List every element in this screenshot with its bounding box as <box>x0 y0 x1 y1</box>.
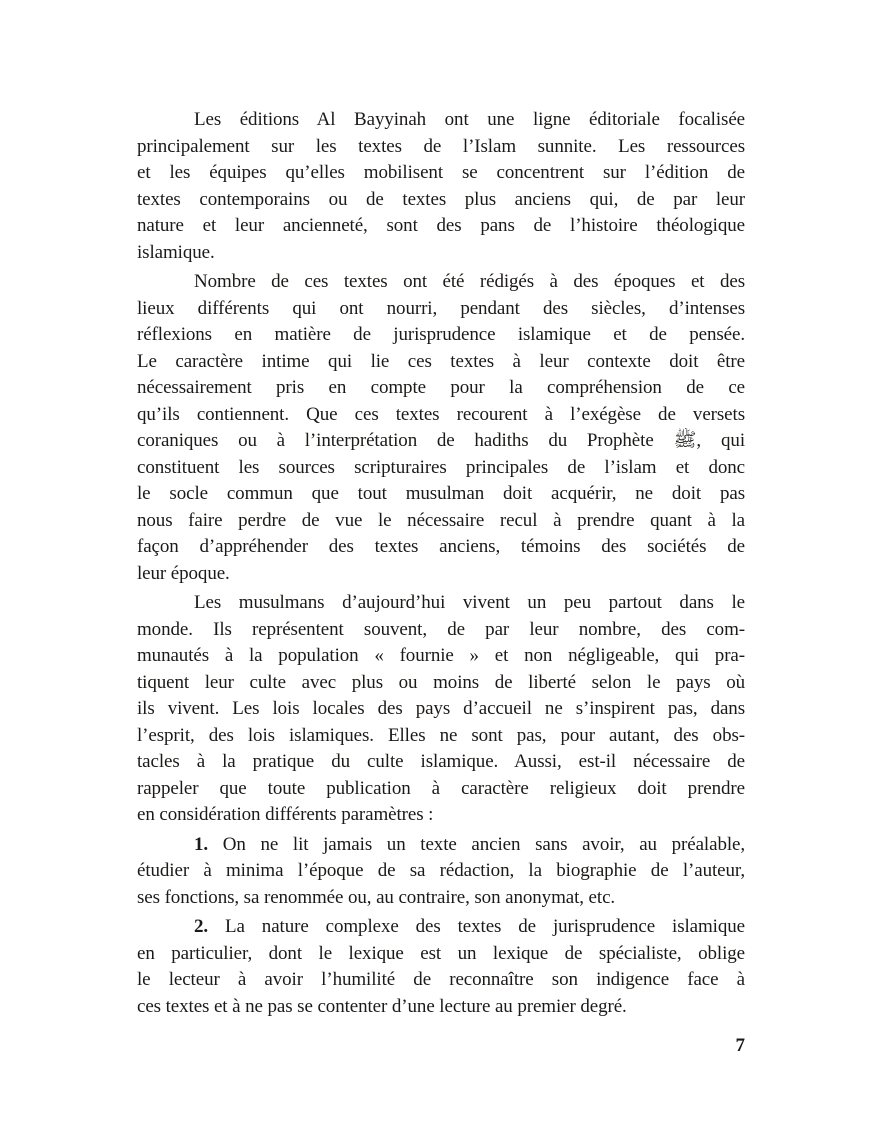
text-line: islamique. <box>137 241 215 263</box>
text-line: Les musulmans d’aujourd’hui vivent un peu partout dans le <box>194 592 745 613</box>
text-line: en considération différents paramètres : <box>137 804 434 825</box>
item-number: 2. <box>194 916 226 937</box>
text-line: nous faire perdre de vue le nécessaire recul à prendre quant à la <box>137 509 745 531</box>
text-line: Le caractère intime qui lie ces textes à leur contexte doit être <box>137 350 745 372</box>
text-line: 1. On ne lit jamais un texte ancien sans avoir, au préalable, <box>194 833 745 855</box>
page-number: 7 <box>735 1035 745 1056</box>
text-line: étudier à minima l’époque de sa rédaction, la biographie de l’auteur, <box>137 860 745 881</box>
text-line: en particulier, dont le lexique est un lexique de spécialiste, oblige <box>137 942 745 964</box>
text-line: réflexions en matière de jurisprudence islamique et de pensée. <box>137 324 745 345</box>
text-line: le socle commun que tout musulman doit acquérir, ne doit pas <box>137 483 745 504</box>
page-footer <box>137 1033 745 1059</box>
paragraph-5 <box>137 914 745 1020</box>
text-line: tiquent leur culte avec plus ou moins de liberté selon le pays où <box>137 671 745 693</box>
text-line: ils vivent. Les lois locales des pays d’accueil ne s’inspirent pas, dans <box>137 698 745 719</box>
text-column <box>137 107 745 1023</box>
text-line: leur époque. <box>137 562 230 584</box>
text-line: ses fonctions, sa renommée ou, au contraire, son anonymat, etc. <box>137 886 616 908</box>
paragraph-3 <box>137 590 745 829</box>
text-line: monde. Ils représentent souvent, de par leur nombre, des com- <box>137 618 745 640</box>
paragraph-2 <box>137 269 745 587</box>
item-number: 1. <box>194 833 223 855</box>
text-line: et les équipes qu’elles mobilisent se concentrent sur l’édition de <box>137 162 745 183</box>
text-line: ces textes et à ne pas se contenter d’une lecture au premier degré. <box>137 995 627 1017</box>
text-line: qu’ils contiennent. Que ces textes recourent à l’exégèse de versets <box>137 403 745 425</box>
text-line: tacles à la pratique du culte islamique. Aussi, est-il nécessaire de <box>137 751 745 772</box>
text-line: Nombre de ces textes ont été rédigés à des époques et des <box>194 271 745 292</box>
text-line: textes contemporains ou de textes plus anciens qui, de par leur <box>137 188 745 210</box>
text-line: rappeler que toute publication à caractère religieux doit prendre <box>137 777 745 799</box>
text-line: constituent les sources scripturaires principales de l’islam et donc <box>137 456 745 478</box>
text-line: lieux différents qui ont nourri, pendant des siècles, d’intenses <box>137 297 745 319</box>
paragraph-4 <box>137 832 745 912</box>
text-line: principalement sur les textes de l’Islam sunnite. Les ressources <box>137 135 745 157</box>
paragraph-1 <box>137 107 745 266</box>
text-line: 2. La nature complexe des textes de jurisprudence islamique <box>194 916 745 937</box>
text-line: le lecteur à avoir l’humilité de reconnaître son indigence face à <box>137 969 745 990</box>
text-line: nécessairement pris en compte pour la compréhension de ce <box>137 377 745 398</box>
text-line: Les éditions Al Bayyinah ont une ligne éditoriale focalisée <box>194 109 745 130</box>
text-line: munautés à la population « fournie » et non négligeable, qui pra- <box>137 645 745 666</box>
text-line: nature et leur ancienneté, sont des pans de l’histoire théologique <box>137 215 745 236</box>
text-line: l’esprit, des lois islamiques. Elles ne sont pas, pour autant, des obs- <box>137 724 745 746</box>
text-line: coraniques ou à l’interprétation de hadiths du Prophète ﷺ, qui <box>137 430 745 451</box>
text-line: façon d’appréhender des textes anciens, témoins des sociétés de <box>137 536 745 557</box>
